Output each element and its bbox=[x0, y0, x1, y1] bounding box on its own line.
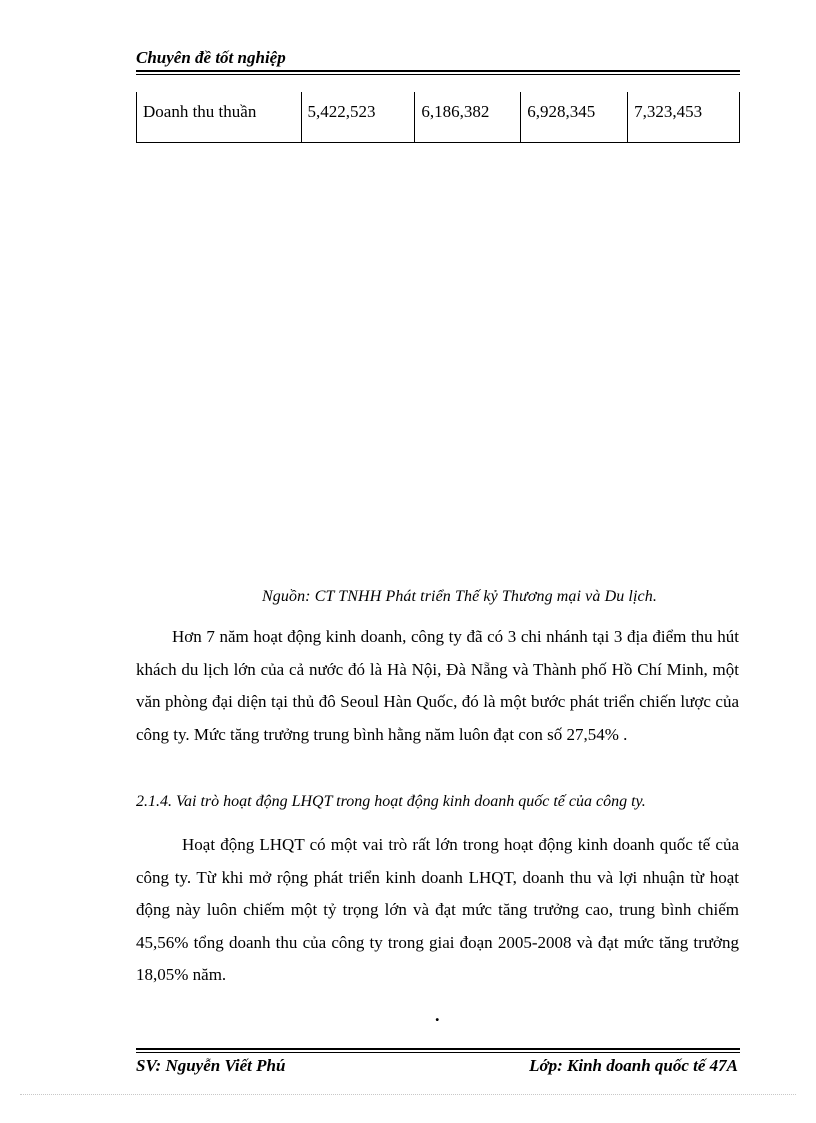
source-note: Nguồn: CT TNHH Phát triển Thế kỷ Thương mại và Du lịch. bbox=[262, 588, 657, 605]
paragraph-branches: Hơn 7 năm hoạt động kinh doanh, công ty đã có 3 chi nhánh tại 3 địa điểm thu hút khách du lịch lớn của cả nước đó là Hà Nội, Đà Nẵng và Thành phố Hồ Chí Minh, một văn phòng đại diện tại thủ đô Seoul Hàn Quốc, đó là một bước phát triển chiến lược của công ty. Mức tăng trưởng trung bình hằng năm luôn đạt con số 27,54% . bbox=[136, 627, 739, 744]
table-cell: 5,422,523 bbox=[301, 92, 415, 142]
stray-dot: . bbox=[435, 1005, 440, 1025]
footer-class: Lớp: Kinh doanh quốc tế 47A bbox=[529, 1056, 738, 1075]
table-cell-label: Doanh thu thuần bbox=[137, 92, 302, 142]
footer-rule-thin bbox=[136, 1052, 740, 1053]
footer-rule bbox=[136, 1048, 740, 1050]
section-heading: 2.1.4. Vai trò hoạt động LHQT trong hoạt động kinh doanh quốc tế của công ty. bbox=[136, 793, 646, 810]
revenue-table bbox=[136, 92, 740, 143]
table-cell: 6,928,345 bbox=[521, 92, 628, 142]
page-edge-dots bbox=[20, 1094, 796, 1095]
table-row bbox=[137, 92, 740, 142]
footer-student: SV: Nguyễn Viết Phú bbox=[136, 1056, 286, 1075]
header-rule-thin bbox=[136, 74, 740, 75]
table-cell: 6,186,382 bbox=[415, 92, 521, 142]
header-title: Chuyên đề tốt nghiệp bbox=[136, 48, 286, 67]
table-cell: 7,323,453 bbox=[628, 92, 740, 142]
paragraph-role: Hoạt động LHQT có một vai trò rất lớn trong hoạt động kinh doanh quốc tế của công ty. Từ khi mở rộng phát triển kinh doanh LHQT, doanh thu và lợi nhuận từ hoạt động này luôn chiếm một tỷ trọng lớn và đạt mức tăng trưởng cao, trung bình chiếm 45,56% tổng doanh thu của công ty trong giai đoạn 2005-2008 và đạt mức tăng trưởng 18,05% năm. bbox=[136, 835, 739, 984]
header-rule bbox=[136, 70, 740, 72]
